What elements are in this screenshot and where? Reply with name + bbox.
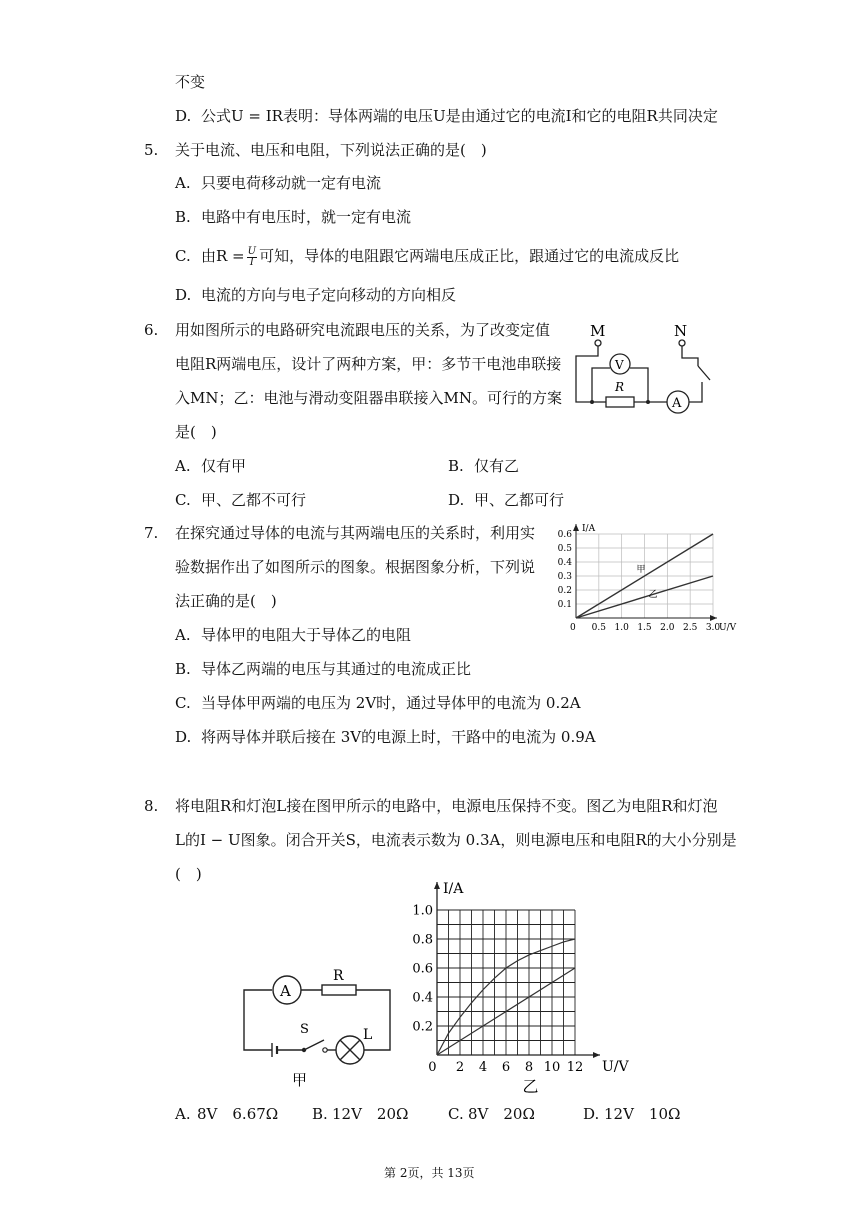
- q8-option-d-label: D.: [583, 1105, 600, 1123]
- q6-line-2: 电阻R两端电压，设计了两种方案，甲：多节干电池串联接: [175, 355, 562, 373]
- q8-iu-chart: [400, 880, 630, 1100]
- q4-tail-text: 不变: [175, 73, 206, 91]
- y-tick-label: 0.8: [412, 932, 433, 948]
- q5-option-c-pre: 由R =: [201, 247, 245, 265]
- x-axis-label: U/V: [719, 623, 737, 633]
- q6-option-d-text: 甲、乙都可行: [474, 491, 565, 509]
- ammeter-label: A: [280, 982, 291, 1000]
- q6-option-d-label: D.: [448, 491, 465, 509]
- wire-right-top: [682, 346, 698, 366]
- y-tick-label: 0.6: [412, 961, 433, 977]
- x-tick-label: 2.5: [683, 623, 698, 633]
- y-tick-label: 0.3: [557, 572, 572, 583]
- q6-option-b-text: 仅有乙: [474, 457, 520, 475]
- x-tick-label: 4: [478, 1060, 488, 1075]
- q7-option-a-label: A.: [175, 626, 191, 644]
- q5-option-c: [201, 246, 679, 268]
- y-tick-label: 0.6: [557, 530, 572, 541]
- q8-line-2: L的I − U图象。闭合开关S，电流表示数为 0.3A，则电源电压和电阻R的大小分别是: [175, 831, 737, 849]
- q6-line-4: 是( ): [175, 423, 217, 441]
- q5-stem: 关于电流、电压和电阻，下列说法正确的是( ): [175, 141, 487, 159]
- q5-option-a-text: 只要电荷移动就一定有电流: [201, 174, 382, 192]
- x-axis-arrow: [710, 615, 717, 621]
- q5-option-d-text: 电流的方向与电子定向移动的方向相反: [201, 286, 457, 304]
- q7-line-3: 法正确的是( ): [175, 592, 277, 610]
- q5-option-d-label: D.: [175, 286, 192, 304]
- q7-option-c-label: C.: [175, 694, 191, 712]
- q8-circuit-jia: [232, 965, 402, 1095]
- q5-option-c-post: 可知，导体的电阻跟它两端电压成正比，跟通过它的电流成反比: [259, 247, 680, 265]
- resistor-r-label: R: [615, 380, 625, 394]
- x-tick-label: 6: [501, 1060, 511, 1075]
- q7-option-b-label: B.: [175, 660, 191, 678]
- q6-option-c-text: 甲、乙都不可行: [201, 491, 307, 509]
- junction-dot: [590, 400, 594, 404]
- x-tick-label: 2: [455, 1060, 465, 1075]
- terminal-m-label: M: [590, 322, 606, 340]
- q6-option-b-label: B.: [448, 457, 464, 475]
- q8-option-a-text: 8V 6.67Ω: [197, 1105, 279, 1123]
- q7-option-d-label: D.: [175, 728, 192, 746]
- y-tick-label: 0.4: [557, 558, 572, 569]
- q6-option-a-label: A.: [175, 457, 191, 475]
- q8-option-b-label: B.: [312, 1105, 328, 1123]
- y-axis-arrow: [573, 524, 579, 531]
- q8-option-c-label: C.: [448, 1105, 464, 1123]
- q8-option-d-text: 12V 10Ω: [604, 1105, 681, 1123]
- y-tick-label: 0.2: [412, 1019, 433, 1035]
- q7-line-2: 验数据作出了如图所示的图象。根据图象分析，下列说: [175, 558, 536, 576]
- x-tick-label: 2.0: [660, 623, 675, 633]
- series-label: 甲: [636, 565, 646, 575]
- q6-circuit-figure: [568, 318, 718, 418]
- y-tick-label: 0.2: [557, 586, 572, 597]
- series-label: 乙: [648, 590, 658, 600]
- q4-option-d-label: D.: [175, 107, 192, 125]
- q8-line-3: ( ): [175, 865, 202, 883]
- page-footer: 第 2页，共 13页: [384, 1166, 475, 1180]
- y-tick-label: 0.4: [412, 990, 433, 1006]
- circuit-caption-jia: 甲: [292, 1071, 308, 1089]
- q6-number: 6.: [144, 321, 159, 339]
- y-tick-label: 0.5: [557, 544, 572, 555]
- fraction-numerator: U: [247, 245, 257, 257]
- q8-number: 8.: [144, 797, 159, 815]
- wire-right-bottom: [689, 382, 702, 402]
- x-tick-label: 0: [569, 623, 576, 633]
- q7-number: 7.: [144, 524, 159, 542]
- wire-left: [244, 990, 272, 1050]
- x-axis-arrow: [593, 1052, 600, 1058]
- switch-blade: [698, 366, 710, 380]
- x-tick-label: 0: [428, 1060, 437, 1075]
- switch-s-blade: [304, 1040, 324, 1050]
- chart-caption-yi: 乙: [522, 1077, 539, 1096]
- resistor-r: [322, 985, 356, 995]
- q7-option-d-text: 将两导体并联后接在 3V的电源上时，干路中的电流为 0.9A: [201, 728, 596, 746]
- q6-option-c-label: C.: [175, 491, 191, 509]
- wire-left: [576, 346, 598, 402]
- q7-line-1: 在探究通过导体的电流与其两端电压的关系时，利用实: [175, 524, 536, 542]
- resistor-r: [606, 397, 634, 407]
- y-tick-label: 1.0: [412, 903, 433, 919]
- fraction-u-over-i: [247, 247, 257, 268]
- q6-line-1: 用如图所示的电路研究电流跟电压的关系，为了改变定值: [175, 321, 551, 339]
- y-tick-label: 0.1: [557, 600, 572, 611]
- q8-option-b-text: 12V 20Ω: [332, 1105, 409, 1123]
- switch-s-label: S: [300, 1022, 309, 1037]
- q8-line-1: 将电阻R和灯泡L接在图甲所示的电路中，电源电压保持不变。图乙为电阻R和灯泡: [175, 797, 718, 815]
- q7-option-c-text: 当导体甲两端的电压为 2V时，通过导体甲的电流为 0.2A: [201, 694, 581, 712]
- x-tick-label: 1.0: [614, 623, 629, 633]
- q5-option-b-text: 电路中有电压时，就一定有电流: [201, 208, 412, 226]
- q5-option-a-label: A.: [175, 174, 191, 192]
- x-tick-label: 8: [524, 1060, 534, 1075]
- q4-option-d-text: 公式U = IR表明：导体两端的电压U是由通过它的电流I和它的电阻R共同决定: [201, 107, 718, 125]
- lamp-l-label: L: [363, 1027, 373, 1043]
- y-axis-arrow: [434, 882, 440, 889]
- x-tick-label: 10: [543, 1060, 561, 1075]
- voltmeter-label: V: [615, 358, 624, 372]
- q8-option-a-label: A.: [175, 1105, 191, 1123]
- q5-option-c-label: C.: [175, 247, 191, 265]
- q8-option-c-text: 8V 20Ω: [468, 1105, 535, 1123]
- q7-option-a-text: 导体甲的电阻大于导体乙的电阻: [201, 626, 412, 644]
- q7-iu-chart: [548, 516, 737, 638]
- terminal-n: [679, 340, 685, 346]
- x-tick-label: 1.5: [637, 623, 652, 633]
- x-axis-label: U/V: [602, 1059, 629, 1075]
- q6-option-a-text: 仅有甲: [201, 457, 247, 475]
- ammeter-label: A: [672, 396, 682, 411]
- junction-dot: [646, 400, 650, 404]
- y-axis-label: I/A: [582, 524, 596, 535]
- q7-option-b-text: 导体乙两端的电压与其通过的电流成正比: [201, 660, 472, 678]
- x-tick-label: 0.5: [591, 623, 606, 633]
- q5-option-b-label: B.: [175, 208, 191, 226]
- fraction-denominator: I: [249, 256, 254, 268]
- terminal-n-label: N: [674, 322, 688, 340]
- x-tick-label: 12: [566, 1060, 584, 1075]
- x-tick-label: 3.0: [705, 623, 721, 633]
- switch-contact: [323, 1048, 327, 1052]
- resistor-r-label: R: [333, 968, 344, 984]
- y-axis-label: I/A: [443, 881, 464, 898]
- q6-line-3: 入MN；乙：电池与滑动变阻器串联接入MN。可行的方案: [175, 389, 562, 407]
- terminal-m: [595, 340, 601, 346]
- q5-number: 5.: [144, 141, 159, 159]
